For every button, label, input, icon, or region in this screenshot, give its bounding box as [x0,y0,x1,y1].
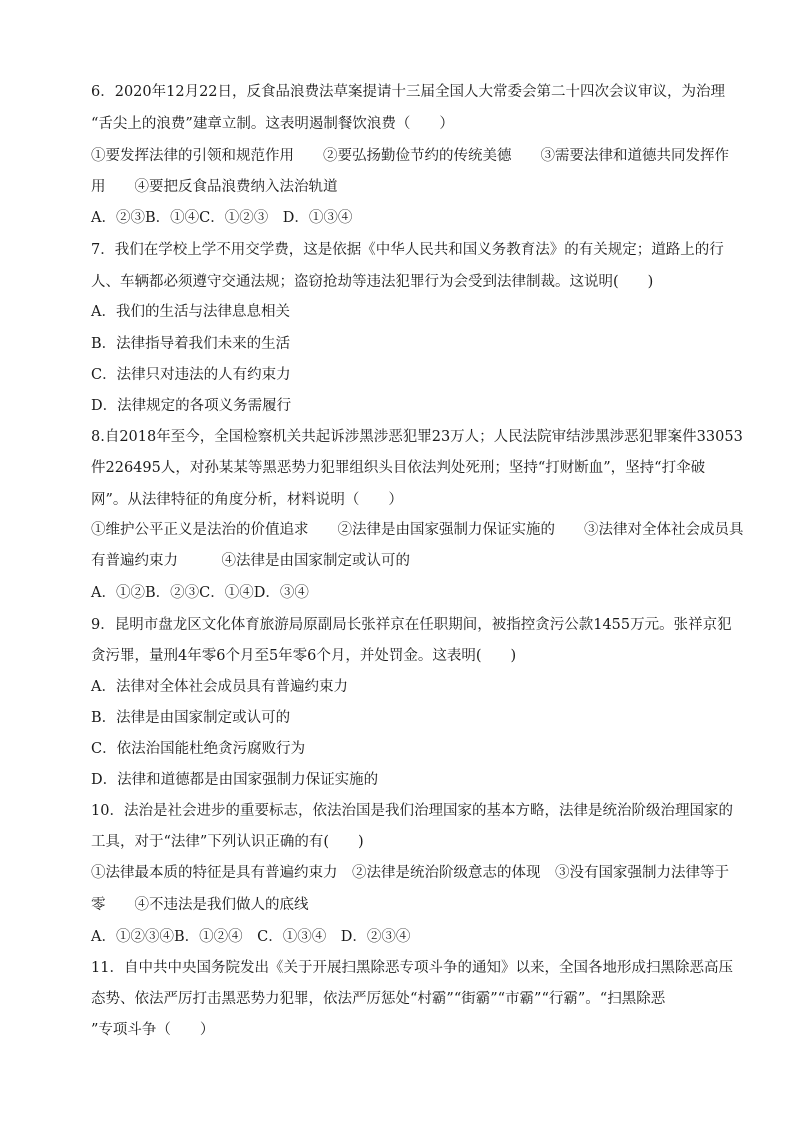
q8-stem-line-1: 8.自2018年至今，全国检察机关共起诉涉黑涉恶犯罪23万人；人民法院审结涉黑涉恶犯罪案件33053 [91,429,743,445]
q11-stem-line-3: ”专项斗争（ ） [91,1022,215,1038]
q9-option-b: B．法律是由国家制定或认可的 [91,710,291,726]
q10-statements-line-2: 零 ④不违法是我们做人的底线 [91,897,309,913]
q10-stem-line-2: 工具，对于“法律”下列认识正确的有( ) [91,834,364,850]
q10-stem-line-1: 10．法治是社会进步的重要标志，依法治国是我们治理国家的基本方略，法律是统治阶级治理国家的 [91,803,733,819]
q8-statements-line-1: ①维护公平正义是法治的价值追求 ②法律是由国家强制力保证实施的 ③法律对全体社会成员具 [91,522,744,538]
q9-option-c: C．依法治国能杜绝贪污腐败行为 [91,741,306,757]
q11-stem-line-2: 态势、依法严厉打击黑恶势力犯罪，依法严厉惩处“村霸”“街霸”“市霸”“行霸”。“扫黑除恶 [91,991,666,1007]
q11-stem-line-1: 11．自中共中央国务院发出《关于开展扫黑除恶专项斗争的通知》以来，全国各地形成扫黑除恶高压 [91,960,733,976]
q9-stem-line-1: 9．昆明市盘龙区文化体育旅游局原副局长张祥京在任职期间，被指控贪污公款1455万元。张祥京犯 [91,617,732,633]
q6-stem-line-2: “舌尖上的浪费”建章立制。这表明遏制餐饮浪费（ ） [91,116,454,132]
q10-answer-options: A．①②③④B．①②④ C．①③④ D．②③④ [91,929,411,945]
q9-stem-line-2: 贪污罪，量刑4年零6个月至5年零6个月，并处罚金。这表明( ) [91,648,517,664]
q6-statements-line-1: ①要发挥法律的引领和规范作用 ②要弘扬勤俭节约的传统美德 ③需要法律和道德共同发挥作 [91,148,729,164]
q9-option-d: D．法律和道德都是由国家强制力保证实施的 [91,772,379,788]
q7-stem-line-2: 人、车辆都必须遵守交通法规；盗窃抢劫等违法犯罪行为会受到法律制裁。这说明( ) [91,274,654,290]
q7-stem-line-1: 7．我们在学校上学不用交学费，这是依据《中华人民共和国义务教育法》的有关规定；道路上的行 [91,242,724,258]
q8-stem-line-2: 件226495人，对孙某某等黑恶势力犯罪组织头目依法判处死刑；坚持“打财断血”，坚持“打伞破 [91,460,706,476]
q9-option-a: A．法律对全体社会成员具有普遍约束力 [91,679,348,695]
q8-stem-line-3: 网”。从法律特征的角度分析，材料说明（ ） [91,492,403,508]
q8-answer-options: A．①②B．②③C．①④D．③④ [91,585,309,601]
q8-statements-line-2: 有普遍约束力 ④法律是由国家制定或认可的 [91,553,410,569]
q7-option-d: D．法律规定的各项义务需履行 [91,398,292,414]
q7-option-b: B．法律指导着我们未来的生活 [91,336,291,352]
q7-option-a: A．我们的生活与法律息息相关 [91,304,290,320]
q7-option-c: C．法律只对违法的人有约束力 [91,367,291,383]
q10-statements-line-1: ①法律最本质的特征是具有普遍约束力 ②法律是统治阶级意志的体现 ③没有国家强制力法律等于 [91,865,729,881]
q6-stem-line-1: 6．2020年12月22日，反食品浪费法草案提请十三届全国人大常委会第二十四次会议审议，为治理 [91,84,726,100]
q6-statements-line-2: 用 ④要把反食品浪费纳入法治轨道 [91,179,338,195]
q6-answer-options: A．②③B．①④C．①②③ D．①③④ [91,210,353,226]
